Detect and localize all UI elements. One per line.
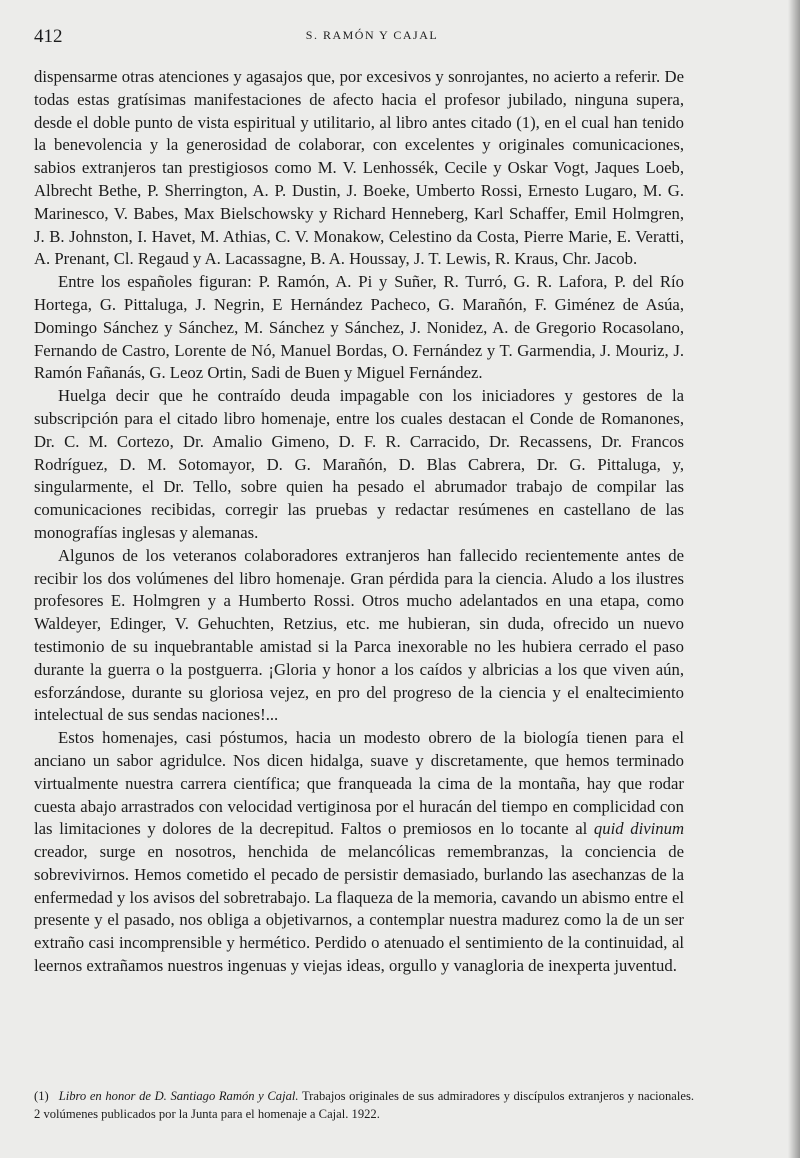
paragraph-5-part-2: creador, surge en nosotros, henchida de melancólicas remembranzas, la conciencia de sobrevivirnos. Hemos cometido el pecado de persistir demasiado, burlando las asechanzas de la enfermedad y los avisos del sobretrabajo. La flaqueza de la memoria, cavando un abismo entre el presente y el pasado, nos obliga a objetivarnos, a contemplar nuestra madurez como la de un ser extraño casi incomprensible y hermético. Perdido o atenuado el sentimiento de la continuidad, al leernos extrañamos nuestros ingenuas y viejas ideas, orgullo y vanagloria de inexperta juventud.	[34, 842, 684, 976]
paragraph-2: Entre los españoles figuran: P. Ramón, A. Pi y Suñer, R. Turró, G. R. Lafora, P. del Río Hortega, G. Pittaluga, J. Negrin, E Hernández Pacheco, G. Marañón, F. Giménez de Asúa, Domingo Sánchez y Sánchez, M. Sánchez y Sánchez, J. Nonidez, A. de Gregorio Rocasolano, Fernando de Castro, Lorente de Nó, Manuel Bordas, O. Fernández y T. Garmendia, J. Mouriz, J. Ramón Fañanás, G. Leoz Ortin, Sadi de Buen y Miguel Fernández.	[34, 272, 684, 383]
footnote-title: Libro en honor de D. Santiago Ramón y Cajal.	[58, 1089, 299, 1103]
body-text	[34, 66, 684, 978]
paragraph-5	[34, 727, 684, 978]
running-head: S. RAMÓN Y CAJAL	[305, 28, 439, 42]
footnote-mark: (1)	[34, 1089, 49, 1103]
paragraph-3: Huelga decir que he contraído deuda impagable con los iniciadores y gestores de la subscripción para el citado libro homenaje, entre los cuales destacan el Conde de Romanones, Dr. C. M. Cortezo, Dr. Amalio Gimeno, D. F. R. Carracido, Dr. Recassens, Dr. Francos Rodríguez, D. M. Sotomayor, D. G. Marañón, D. Blas Cabrera, Dr. G. Pittaluga, y, singularmente, el Dr. Tello, sobre quien ha pesado el abrumador trabajo de compilar las comunicaciones recibidas, corregir las pruebas y redactar resúmenes en castellano de las monografías inglesas y alemanas.	[34, 386, 684, 542]
page-number: 412	[34, 26, 63, 47]
footnote	[34, 1087, 694, 1123]
latin-phrase: quid divinum	[593, 819, 684, 839]
paragraph-5-part-1: Estos homenajes, casi póstumos, hacia un modesto obrero de la biología tienen para el anciano un sabor agridulce. Nos dicen hidalga, suave y discretamente, que hemos terminado virtualmente nuestra carrera científica; que franqueada la cima de la montaña, hay que rodar cuesta abajo arrastrados con velocidad vertiginosa por el huracán del tiempo en complicidad con las limitaciones y dolores de la decrepitud. Faltos o premiosos en lo tocante al	[34, 728, 684, 839]
paragraph-4: Algunos de los veteranos colaboradores extranjeros han fallecido recientemente antes de recibir los dos volúmenes del libro homenaje. Gran pérdida para la ciencia. Aludo a los ilustres profesores E. Holmgren y a Humberto Rossi. Otros mucho adelantados en una etapa, como Waldeyer, Edinger, V. Gehuchten, Retzius, etc. me hubieran, sin duda, ofrecido un nuevo testimonio de su inquebrantable amistad si la Parca inexorable no les hubiera cerrado el paso durante la guerra o la postguerra. ¡Gloria y honor a los caídos y albricias a los que viven aún, esforzándose, durante su gloriosa vejez, en pro del progreso de la ciencia y el enaltecimiento intelectual de sus sendas naciones!...	[34, 545, 684, 725]
footnote-text: Trabajos originales de sus admiradores y discípulos extranjeros y nacionales. 2 volúmenes publicados por la Junta para el homenaje a Cajal. 1922.	[34, 1089, 694, 1121]
page-header	[34, 26, 710, 50]
paragraph-1: dispensarme otras atenciones y agasajos que, por excesivos y sonrojantes, no acierto a referir. De todas estas gratísimas manifestaciones de afecto hacia el profesor jubilado, ninguna supera, desde el doble punto de vista espiritual y utilitario, al libro antes citado (1), en el cual han tenido la benevolencia y la generosidad de colaborar, con excelentes y originales comunicaciones, sabios extranjeros tan prestigiosos como M. V. Lenhossék, Cecile y Oskar Vogt, Jaques Loeb, Albrecht Bethe, P. Sherrington, A. P. Dustin, J. Boeke, Umberto Rossi, Ernesto Lugaro, M. G. Marinesco, V. Babes, Max Bielschowsky y Richard Henneberg, Karl Schaffer, Emil Holmgren, J. B. Johnston, I. Havet, M. Athias, C. V. Monakow, Celestino da Costa, Pierre Marie, E. Veratti, A. Prenant, Cl. Regaud y A. Lacassagne, B. A. Houssay, J. T. Lewis, R. Kraus, Chr. Jacob.	[34, 67, 684, 269]
